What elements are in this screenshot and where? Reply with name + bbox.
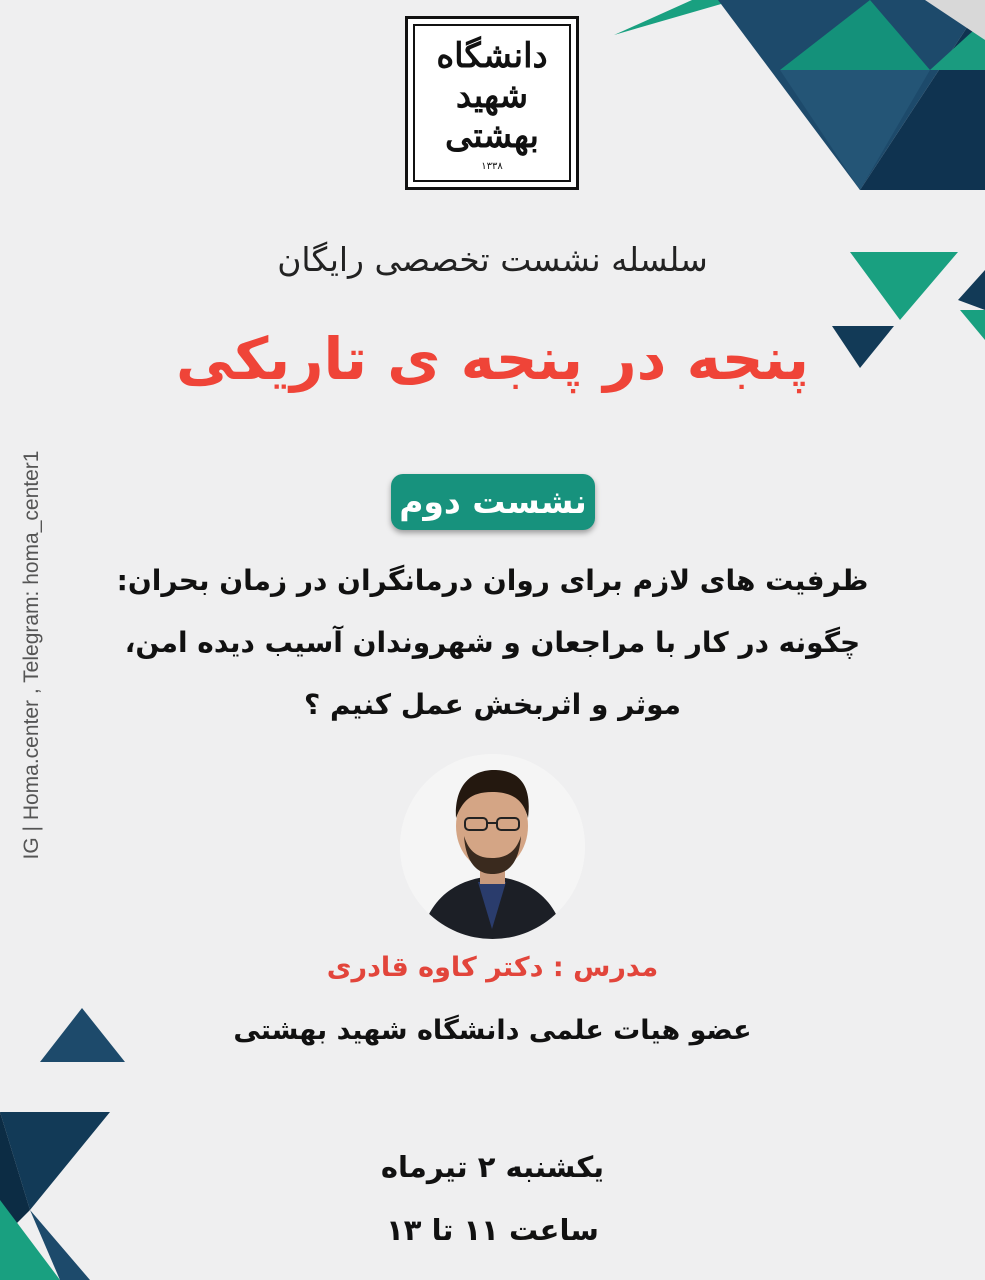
logo-frame (413, 24, 571, 182)
series-subtitle: سلسله نشست تخصصی رایگان (277, 240, 708, 279)
presenter-portrait-image (400, 754, 585, 939)
presenter-affiliation: عضو هیات علمی دانشگاه شهید بهشتی (233, 1015, 752, 1046)
presenter-photo (400, 754, 585, 939)
university-logo (405, 16, 579, 190)
presenter-name: مدرس : دکتر کاوه قادری (326, 952, 659, 983)
event-date: یکشنبه ۲ تیرماه (380, 1150, 605, 1184)
social-handles: IG | Homa.center , Telegram: homa_center1 (20, 450, 43, 860)
event-title: پنجه در پنجه ی تاریکی (175, 325, 810, 393)
topic-line-3: موثر و اثربخش عمل کنیم ؟ (303, 688, 681, 721)
triangle-shape (614, 0, 735, 35)
topic-line-2: چگونه در کار با مراجعان و شهروندان آسیب دیده امن، (124, 626, 861, 659)
logo-text: دانشگاه شهید بهشتی (436, 36, 548, 156)
event-time: ساعت ۱۱ تا ۱۳ (386, 1213, 599, 1247)
logo-year: ۱۳۳۸ (481, 161, 503, 172)
session-badge: نشست دوم (391, 474, 595, 530)
topic-line-1: ظرفیت های لازم برای روان درمانگران در زمان بحران: (116, 564, 869, 597)
